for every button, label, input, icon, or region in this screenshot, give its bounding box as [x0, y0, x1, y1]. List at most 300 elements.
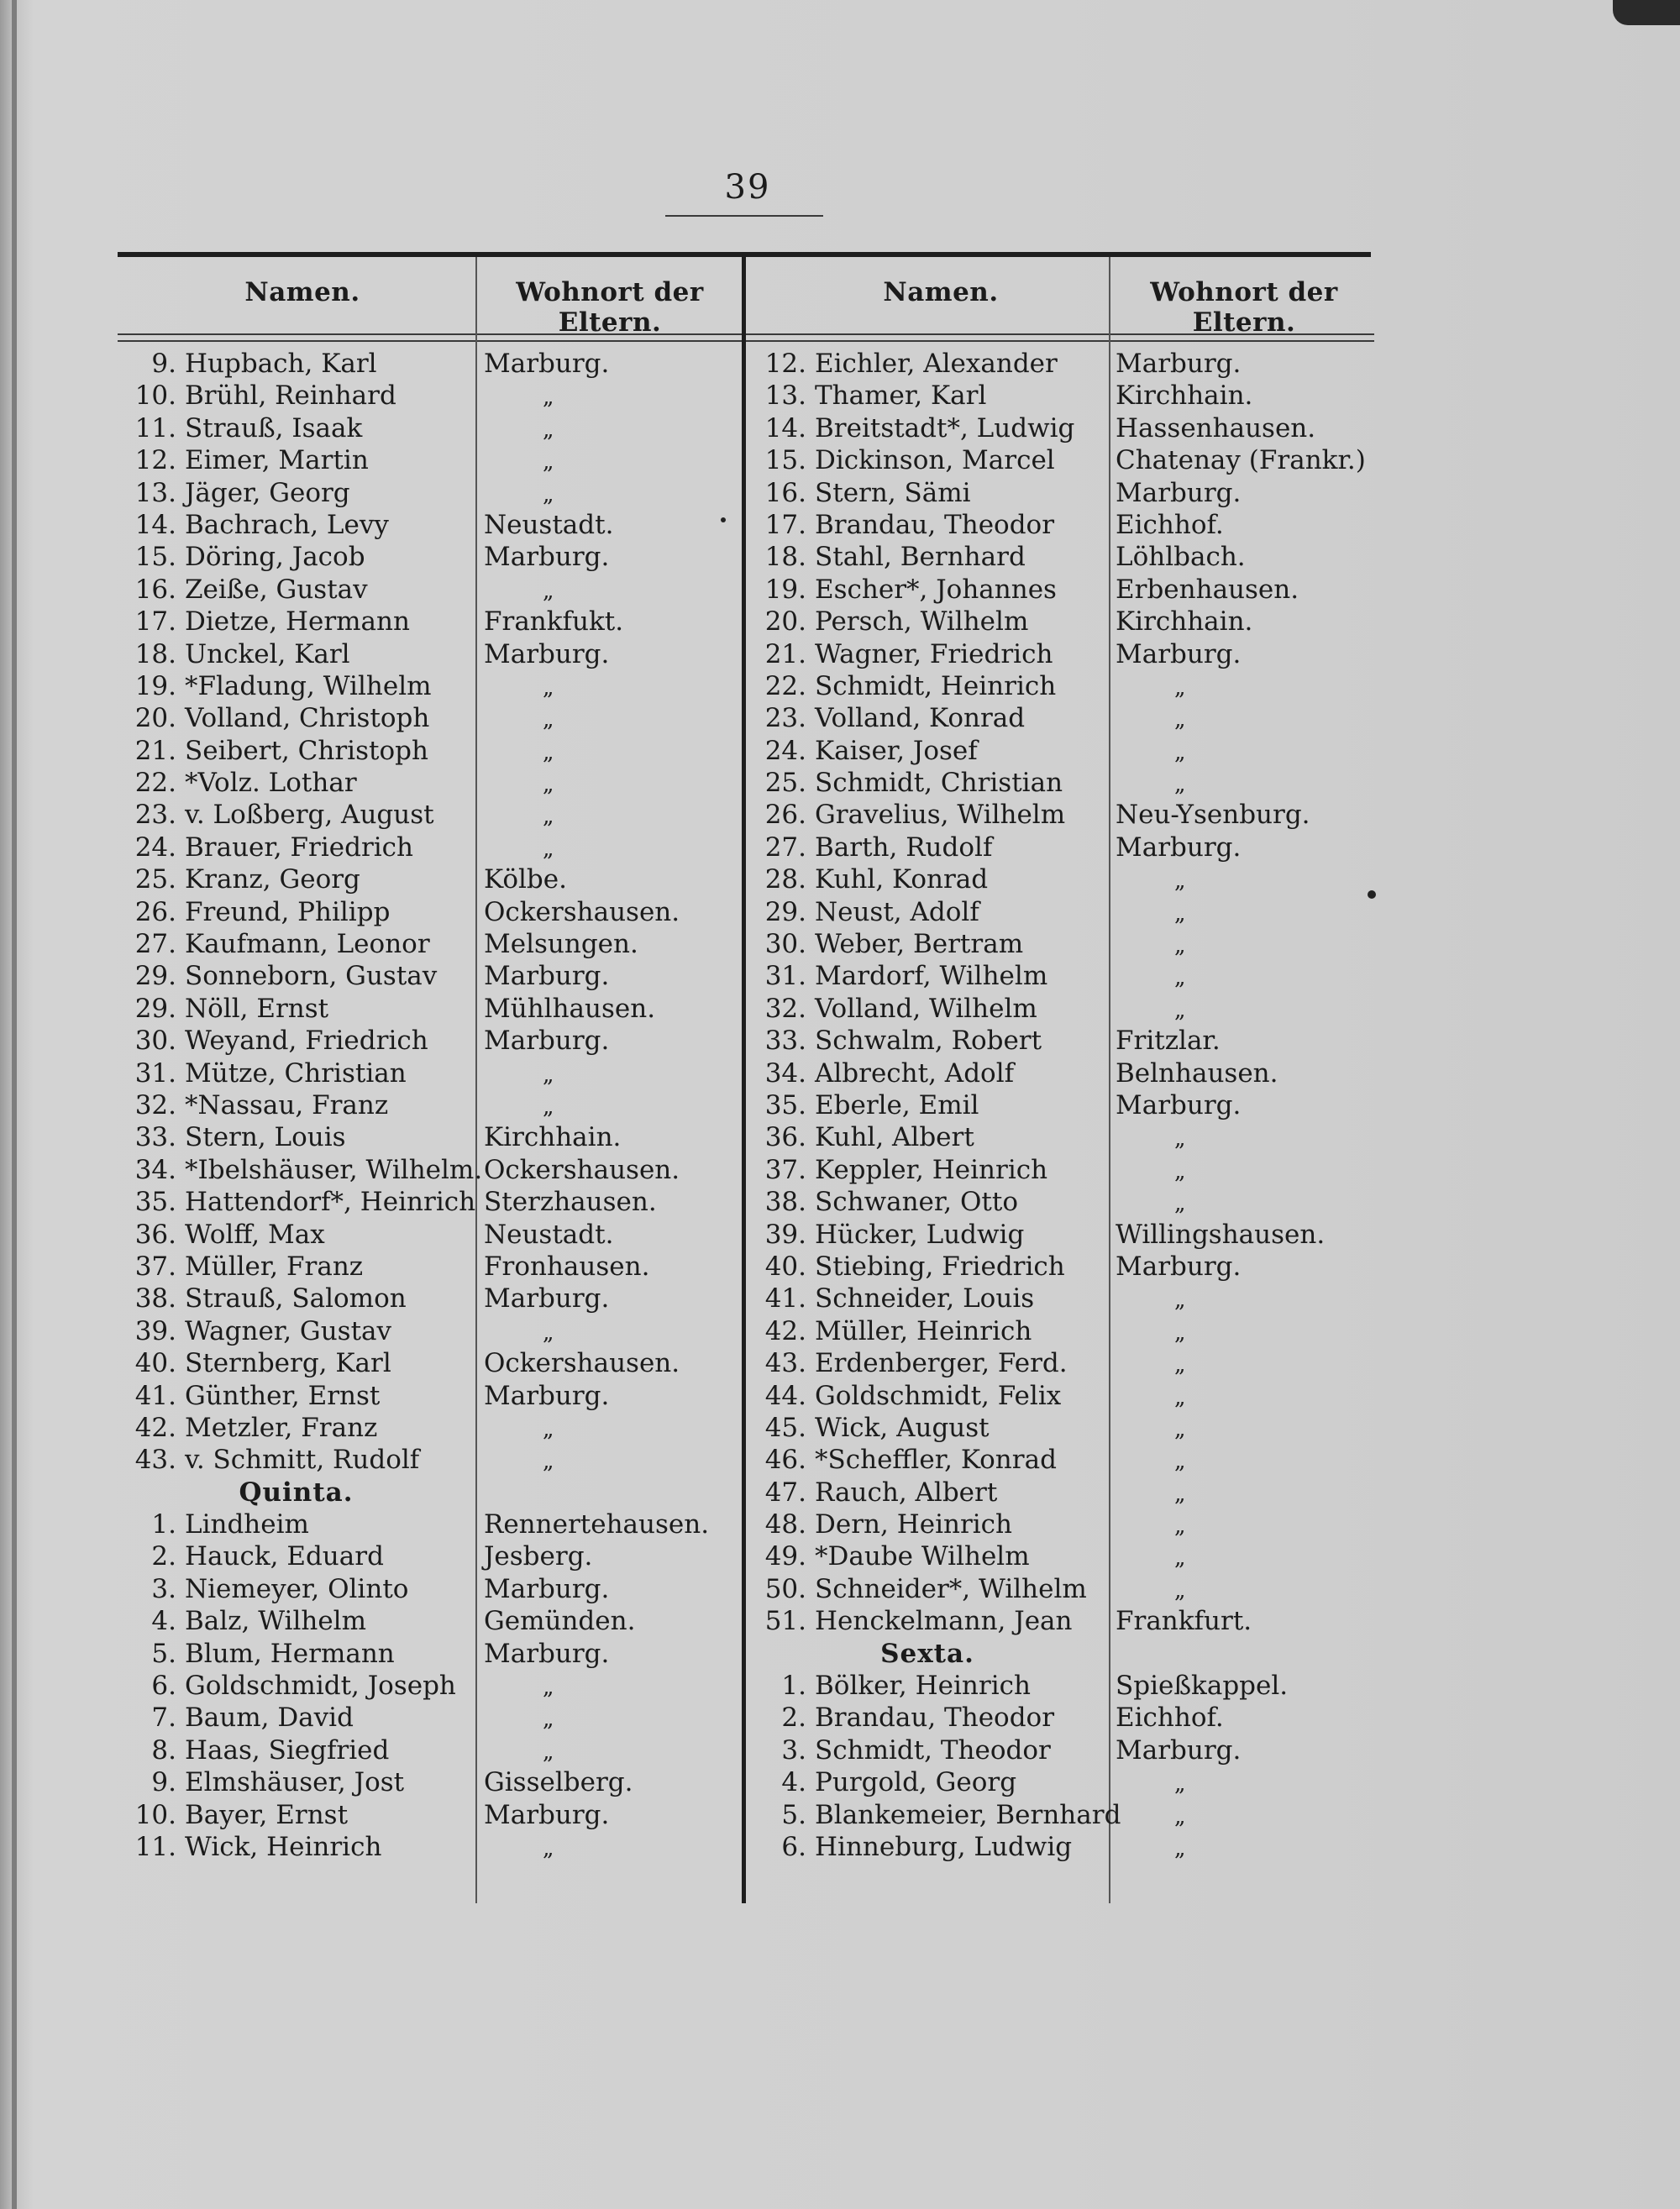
student-name: Sonneborn, Gustav [185, 961, 438, 992]
list-item [484, 1057, 740, 1089]
ditto-mark: „ [543, 1707, 554, 1733]
ditto-mark: „ [1174, 674, 1186, 700]
list-item [1116, 348, 1378, 380]
entry-number: 35. [764, 1089, 806, 1120]
list-item [118, 348, 475, 380]
spacer [484, 1477, 740, 1509]
student-name: Barth, Rudolf [815, 832, 993, 863]
list-item [1116, 670, 1378, 702]
list-item [484, 348, 740, 380]
list-item [484, 1444, 740, 1476]
list-item [484, 412, 740, 444]
student-name: Mütze, Christian [185, 1057, 407, 1089]
parents-town: Gemünden. [484, 1606, 636, 1637]
header-rule-lower [118, 340, 1374, 342]
student-name: Kaufmann, Leonor [185, 929, 430, 960]
student-name: Kranz, Georg [185, 864, 360, 895]
student-name: Freund, Philipp [185, 896, 391, 927]
list-item [1116, 702, 1378, 734]
list-item [748, 380, 1107, 412]
list-item [484, 1766, 740, 1798]
entry-number: 18. [134, 638, 176, 669]
list-item [1116, 1219, 1378, 1251]
header-names-right: Namen. [883, 277, 999, 307]
entry-number: 14. [764, 412, 806, 443]
list-item [748, 1154, 1107, 1186]
list-item [484, 702, 740, 734]
student-name: Wagner, Friedrich [815, 638, 1053, 669]
list-item [118, 1540, 475, 1572]
list-item [484, 477, 740, 509]
student-name: Metzler, Franz [185, 1412, 378, 1443]
list-item [1116, 1477, 1378, 1509]
list-item [1116, 1251, 1378, 1283]
list-item [748, 832, 1107, 863]
list-item [118, 735, 475, 767]
student-name: v. Schmitt, Rudolf [185, 1445, 420, 1476]
entry-number: 14. [134, 509, 176, 540]
entry-number: 23. [134, 800, 176, 831]
student-name: Persch, Wilhelm [815, 606, 1029, 638]
parents-town: Neustadt. [484, 1219, 614, 1250]
entry-number: 16. [134, 574, 176, 605]
list-item [118, 1283, 475, 1314]
ditto-mark: „ [1174, 965, 1186, 991]
ditto-mark: „ [543, 481, 554, 507]
list-item [748, 896, 1107, 928]
entry-number: 10. [134, 1799, 176, 1830]
entry-number: 43. [134, 1445, 176, 1476]
list-item [484, 1347, 740, 1379]
student-name: Brauer, Friedrich [185, 832, 414, 863]
entry-number: 36. [134, 1219, 176, 1250]
entry-number: 17. [764, 509, 806, 540]
student-name: Stahl, Bernhard [815, 542, 1026, 573]
list-item [1116, 1315, 1378, 1347]
list-item [1116, 1734, 1378, 1766]
list-item [118, 1831, 475, 1863]
list-item [748, 993, 1107, 1025]
list-item [1116, 1380, 1378, 1412]
list-item [748, 541, 1107, 573]
student-name: Sternberg, Karl [185, 1348, 391, 1379]
list-item [748, 799, 1107, 831]
list-item [748, 638, 1107, 670]
parents-town: Eichhof. [1116, 509, 1224, 540]
list-item [484, 1831, 740, 1863]
list-item [118, 1315, 475, 1347]
student-name: Volland, Christoph [185, 703, 430, 734]
student-name: Wagner, Gustav [185, 1315, 392, 1346]
student-name: Wick, August [815, 1412, 990, 1443]
list-item [1116, 1154, 1378, 1186]
list-item [1116, 1702, 1378, 1734]
student-name: Balz, Wilhelm [185, 1606, 366, 1637]
entry-number: 30. [764, 929, 806, 960]
parents-town: Frankfurt. [1116, 1606, 1252, 1637]
corner-mark [1613, 0, 1680, 25]
list-item [748, 1089, 1107, 1121]
list-item [118, 606, 475, 638]
list-item [748, 767, 1107, 799]
list-item [484, 541, 740, 573]
list-item [1116, 1670, 1378, 1702]
list-item [748, 1509, 1107, 1540]
list-item [484, 606, 740, 638]
entry-number: 40. [134, 1348, 176, 1379]
list-item [118, 702, 475, 734]
list-item [484, 1702, 740, 1734]
parents-town: Marburg. [1116, 1734, 1242, 1766]
list-item [748, 1670, 1107, 1702]
parents-town: Marburg. [484, 638, 610, 669]
entry-number: 25. [764, 768, 806, 799]
list-item [484, 444, 740, 476]
ditto-mark: „ [543, 1094, 554, 1120]
entry-number: 15. [764, 445, 806, 476]
entry-number: 38. [134, 1283, 176, 1314]
list-item [484, 509, 740, 541]
entry-number: 46. [764, 1445, 806, 1476]
list-item [484, 1121, 740, 1153]
column-divider-right [1109, 257, 1110, 1903]
entry-number: 2. [781, 1703, 806, 1734]
list-item [118, 1089, 475, 1121]
ditto-mark: „ [1174, 1416, 1186, 1442]
list-item [748, 863, 1107, 895]
student-name: *Fladung, Wilhelm [185, 670, 432, 701]
student-name: Günther, Ernst [185, 1380, 381, 1411]
list-item [118, 1025, 475, 1057]
list-item [1116, 1605, 1378, 1637]
student-name: Brandau, Theodor [815, 509, 1055, 540]
list-item [118, 799, 475, 831]
list-item [748, 1540, 1107, 1572]
parents-town: Marburg. [484, 1799, 610, 1830]
parents-town: Marburg. [484, 542, 610, 573]
list-item [118, 993, 475, 1025]
parents-town: Marburg. [1116, 1089, 1242, 1120]
list-item [118, 832, 475, 863]
student-name: Volland, Konrad [815, 703, 1026, 734]
header-towns-left: Wohnort der Eltern. [516, 277, 704, 338]
list-item [484, 1540, 740, 1572]
book-binding-edge [12, 0, 17, 2209]
entry-number: 20. [134, 703, 176, 734]
parents-town: Rennertehausen. [484, 1509, 710, 1540]
entry-number: 39. [764, 1219, 806, 1250]
student-name: Thamer, Karl [815, 380, 987, 412]
list-item [1116, 1025, 1378, 1057]
ditto-mark: „ [1174, 707, 1186, 733]
list-item [118, 1186, 475, 1218]
ditto-mark: „ [543, 1835, 554, 1861]
ditto-mark: „ [1174, 1449, 1186, 1475]
entry-number: 13. [134, 477, 176, 508]
list-item [748, 1315, 1107, 1347]
list-item [118, 1219, 475, 1251]
student-name: *Ibelshäuser, Wilhelm. [185, 1154, 483, 1185]
entry-number: 9. [151, 349, 176, 379]
ditto-mark: „ [1174, 772, 1186, 798]
student-name: Elmshäuser, Jost [185, 1767, 405, 1798]
entry-number: 34. [134, 1154, 176, 1185]
list-item [748, 702, 1107, 734]
list-item [1116, 896, 1378, 928]
list-item [748, 1766, 1107, 1798]
list-item [748, 1799, 1121, 1831]
list-item [748, 348, 1107, 380]
ditto-mark: „ [543, 1739, 554, 1765]
parents-town: Mühlhausen. [484, 993, 656, 1024]
list-item [748, 606, 1107, 638]
entry-number: 31. [764, 961, 806, 992]
ditto-mark: „ [543, 707, 554, 733]
list-item [484, 1638, 740, 1670]
list-item [1116, 606, 1378, 638]
ditto-mark: „ [1174, 1481, 1186, 1507]
list-item [118, 1154, 483, 1186]
parents-town: Marburg. [1116, 638, 1242, 669]
ditto-mark: „ [543, 674, 554, 700]
list-item [748, 1251, 1107, 1283]
list-item [118, 509, 475, 541]
student-name: Schwaner, Otto [815, 1187, 1019, 1218]
ditto-mark: „ [543, 578, 554, 604]
ditto-mark: „ [1174, 1384, 1186, 1410]
student-name: Erdenberger, Ferd. [815, 1348, 1068, 1379]
student-name: Weber, Bertram [815, 929, 1024, 960]
entry-number: 25. [134, 864, 176, 895]
list-item [748, 1025, 1107, 1057]
list-item [118, 541, 475, 573]
entry-number: 24. [764, 735, 806, 766]
list-item [118, 1573, 475, 1605]
ditto-mark: „ [543, 449, 554, 475]
ditto-mark: „ [1174, 900, 1186, 926]
student-name: Stiebing, Friedrich [815, 1251, 1065, 1282]
entry-number: 43. [764, 1348, 806, 1379]
student-name: Stern, Sämi [815, 477, 971, 508]
entry-number: 34. [764, 1057, 806, 1089]
list-item [1116, 928, 1378, 960]
list-item [118, 412, 475, 444]
right-names-column [748, 348, 1121, 1863]
list-item [748, 1380, 1107, 1412]
student-name: Keppler, Heinrich [815, 1154, 1048, 1185]
list-item [118, 1509, 475, 1540]
student-name: Schmidt, Christian [815, 768, 1063, 799]
list-item [1116, 1444, 1378, 1476]
parents-town: Kirchhain. [1116, 606, 1253, 638]
entry-number: 22. [134, 768, 176, 799]
entry-number: 49. [764, 1541, 806, 1572]
list-item [484, 767, 740, 799]
entry-number: 19. [764, 574, 806, 605]
list-item [118, 1057, 475, 1089]
student-name: Schneider*, Wilhelm [815, 1573, 1087, 1604]
list-item [118, 928, 475, 960]
student-name: Hattendorf*, Heinrich [185, 1187, 476, 1218]
column-divider-left [475, 257, 477, 1903]
list-item [748, 1573, 1107, 1605]
entry-number: 29. [134, 961, 176, 992]
entry-number: 3. [781, 1734, 806, 1766]
entry-number: 3. [151, 1573, 176, 1604]
student-name: Dickinson, Marcel [815, 445, 1055, 476]
list-item [484, 1799, 740, 1831]
ditto-mark: „ [1174, 1158, 1186, 1184]
student-name: Nöll, Ernst [185, 993, 329, 1024]
student-name: *Volz. Lothar [185, 768, 357, 799]
entry-number: 19. [134, 670, 176, 701]
student-name: Kuhl, Konrad [815, 864, 989, 895]
student-name: Rauch, Albert [815, 1477, 998, 1508]
parents-town: Belnhausen. [1116, 1057, 1278, 1089]
list-item [484, 735, 740, 767]
ditto-mark: „ [543, 1320, 554, 1346]
list-item [1116, 993, 1378, 1025]
student-name: Schmidt, Theodor [815, 1734, 1051, 1766]
student-name: Goldschmidt, Felix [815, 1380, 1062, 1411]
list-item [118, 638, 475, 670]
list-item [748, 1702, 1107, 1734]
parents-town: Marburg. [484, 1573, 610, 1604]
list-item [748, 1605, 1107, 1637]
student-name: Schmidt, Heinrich [815, 670, 1057, 701]
student-name: *Daube Wilhelm [815, 1541, 1030, 1572]
entry-number: 5. [781, 1799, 806, 1830]
entry-number: 12. [764, 349, 806, 379]
student-name: Baum, David [185, 1703, 354, 1734]
list-item [1116, 574, 1378, 606]
entry-number: 2. [151, 1541, 176, 1572]
entry-number: 24. [134, 832, 176, 863]
student-name: Bachrach, Levy [185, 509, 389, 540]
ditto-mark: „ [543, 1062, 554, 1088]
parents-town: Marburg. [484, 1283, 610, 1314]
list-item [748, 574, 1107, 606]
entry-number: 13. [764, 380, 806, 412]
student-name: Weyand, Friedrich [185, 1026, 428, 1057]
parents-town: Marburg. [1116, 832, 1242, 863]
entry-number: 28. [764, 864, 806, 895]
list-item [748, 1444, 1107, 1476]
student-name: Niemeyer, Olinto [185, 1573, 409, 1604]
student-name: Escher*, Johannes [815, 574, 1057, 605]
ditto-mark: „ [1174, 868, 1186, 895]
entry-number: 44. [764, 1380, 806, 1411]
entry-number: 20. [764, 606, 806, 638]
student-name: Goldschmidt, Joseph [185, 1671, 456, 1702]
list-item [484, 799, 740, 831]
parents-town: Marburg. [484, 1638, 610, 1669]
right-towns-column [1116, 348, 1378, 1863]
ditto-mark: „ [1174, 997, 1186, 1023]
class-section-heading: Quinta. [239, 1477, 354, 1508]
list-item [484, 638, 740, 670]
parents-town: Marburg. [484, 961, 610, 992]
student-name: Albrecht, Adolf [815, 1057, 1015, 1089]
parents-town: Kirchhain. [1116, 380, 1253, 412]
list-item [484, 1605, 740, 1637]
ditto-mark: „ [1174, 1352, 1186, 1378]
entry-number: 29. [134, 993, 176, 1024]
parents-town: Fronhausen. [484, 1251, 650, 1282]
student-name: Stern, Louis [185, 1122, 346, 1153]
entry-number: 30. [134, 1026, 176, 1057]
list-item [118, 1670, 475, 1702]
entry-number: 16. [764, 477, 806, 508]
student-name: Eichler, Alexander [815, 349, 1058, 379]
list-item [484, 670, 740, 702]
parents-town: Frankfukt. [484, 606, 624, 638]
list-item [118, 1605, 475, 1637]
entry-number: 35. [134, 1187, 176, 1218]
ditto-mark: „ [543, 836, 554, 862]
entry-number: 7. [151, 1703, 176, 1734]
list-item [748, 670, 1107, 702]
entry-number: 15. [134, 542, 176, 573]
list-item [118, 1380, 475, 1412]
student-name: Jäger, Georg [185, 477, 350, 508]
ditto-mark: „ [1174, 1545, 1186, 1571]
student-name: Dietze, Hermann [185, 606, 410, 638]
page-number: 39 [724, 168, 771, 207]
list-item [1116, 1057, 1378, 1089]
list-item [748, 1057, 1107, 1089]
list-item [118, 960, 475, 992]
student-name: Strauß, Isaak [185, 412, 363, 443]
student-name: Breitstadt*, Ludwig [815, 412, 1075, 443]
entry-number: 12. [134, 445, 176, 476]
list-item [484, 380, 740, 412]
parents-town: Neustadt. [484, 509, 614, 540]
ditto-mark: „ [1174, 1803, 1186, 1829]
entry-number: 11. [134, 412, 176, 443]
list-item [118, 863, 475, 895]
list-item [118, 1412, 475, 1444]
student-name: Hauck, Eduard [185, 1541, 384, 1572]
entry-number: 8. [151, 1734, 176, 1766]
entry-number: 27. [134, 929, 176, 960]
student-name: Hupbach, Karl [185, 349, 377, 379]
entry-number: 42. [134, 1412, 176, 1443]
list-item [748, 1219, 1107, 1251]
student-name: Unckel, Karl [185, 638, 350, 669]
student-name: Bayer, Ernst [185, 1799, 349, 1830]
parents-town: Spießkappel. [1116, 1671, 1289, 1702]
list-item [1116, 1347, 1378, 1379]
list-item [748, 1121, 1107, 1153]
student-name: Hücker, Ludwig [815, 1219, 1025, 1250]
parents-town: Erbenhausen. [1116, 574, 1299, 605]
page-number-rule [665, 215, 823, 217]
student-name: Haas, Siegfried [185, 1734, 390, 1766]
student-name: Schwalm, Robert [815, 1026, 1042, 1057]
entry-number: 33. [764, 1026, 806, 1057]
student-name: Döring, Jacob [185, 542, 365, 573]
list-item [1116, 1283, 1378, 1314]
entry-number: 48. [764, 1509, 806, 1540]
list-item [748, 509, 1107, 541]
list-item [484, 993, 740, 1025]
ditto-mark: „ [1174, 739, 1186, 765]
parents-town: Melsungen. [484, 929, 638, 960]
entry-number: 31. [134, 1057, 176, 1089]
student-name: Neust, Adolf [815, 896, 979, 927]
student-name: Purgold, Georg [815, 1767, 1017, 1798]
